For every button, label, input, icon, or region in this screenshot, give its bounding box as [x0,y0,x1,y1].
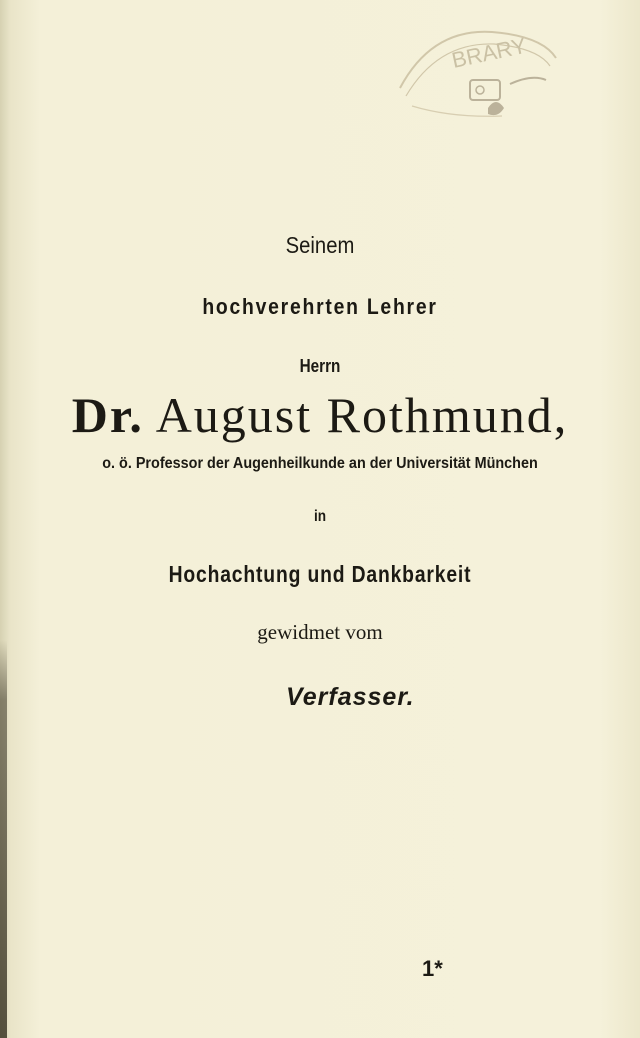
dedication-sentiment: Hochachtung und Dankbarkeit [168,561,472,587]
dedication-line-seinem: Seinem [285,232,355,258]
svg-text:BRARY: BRARY [449,32,529,73]
page-spine-shadow [0,640,7,1038]
signature-mark: 1* [422,956,443,981]
dedication-line-gewidmet: gewidmet vom [257,620,383,644]
dedicatee-name [0,386,640,444]
library-stamp-icon [392,18,562,133]
dedicatee-title: Dr. [71,387,144,443]
dedication-line-herrn: Herrn [299,356,341,376]
dedication-author: Verfasser. [286,683,415,711]
dedicatee-fullname: August Rothmund, [155,387,569,443]
dedication-line-in: in [313,508,327,525]
dedicatee-position: o. ö. Professor der Augenheilkunde an der Universität München [102,455,538,472]
dedication-line-lehrer: hochverehrten Lehrer [202,294,438,319]
